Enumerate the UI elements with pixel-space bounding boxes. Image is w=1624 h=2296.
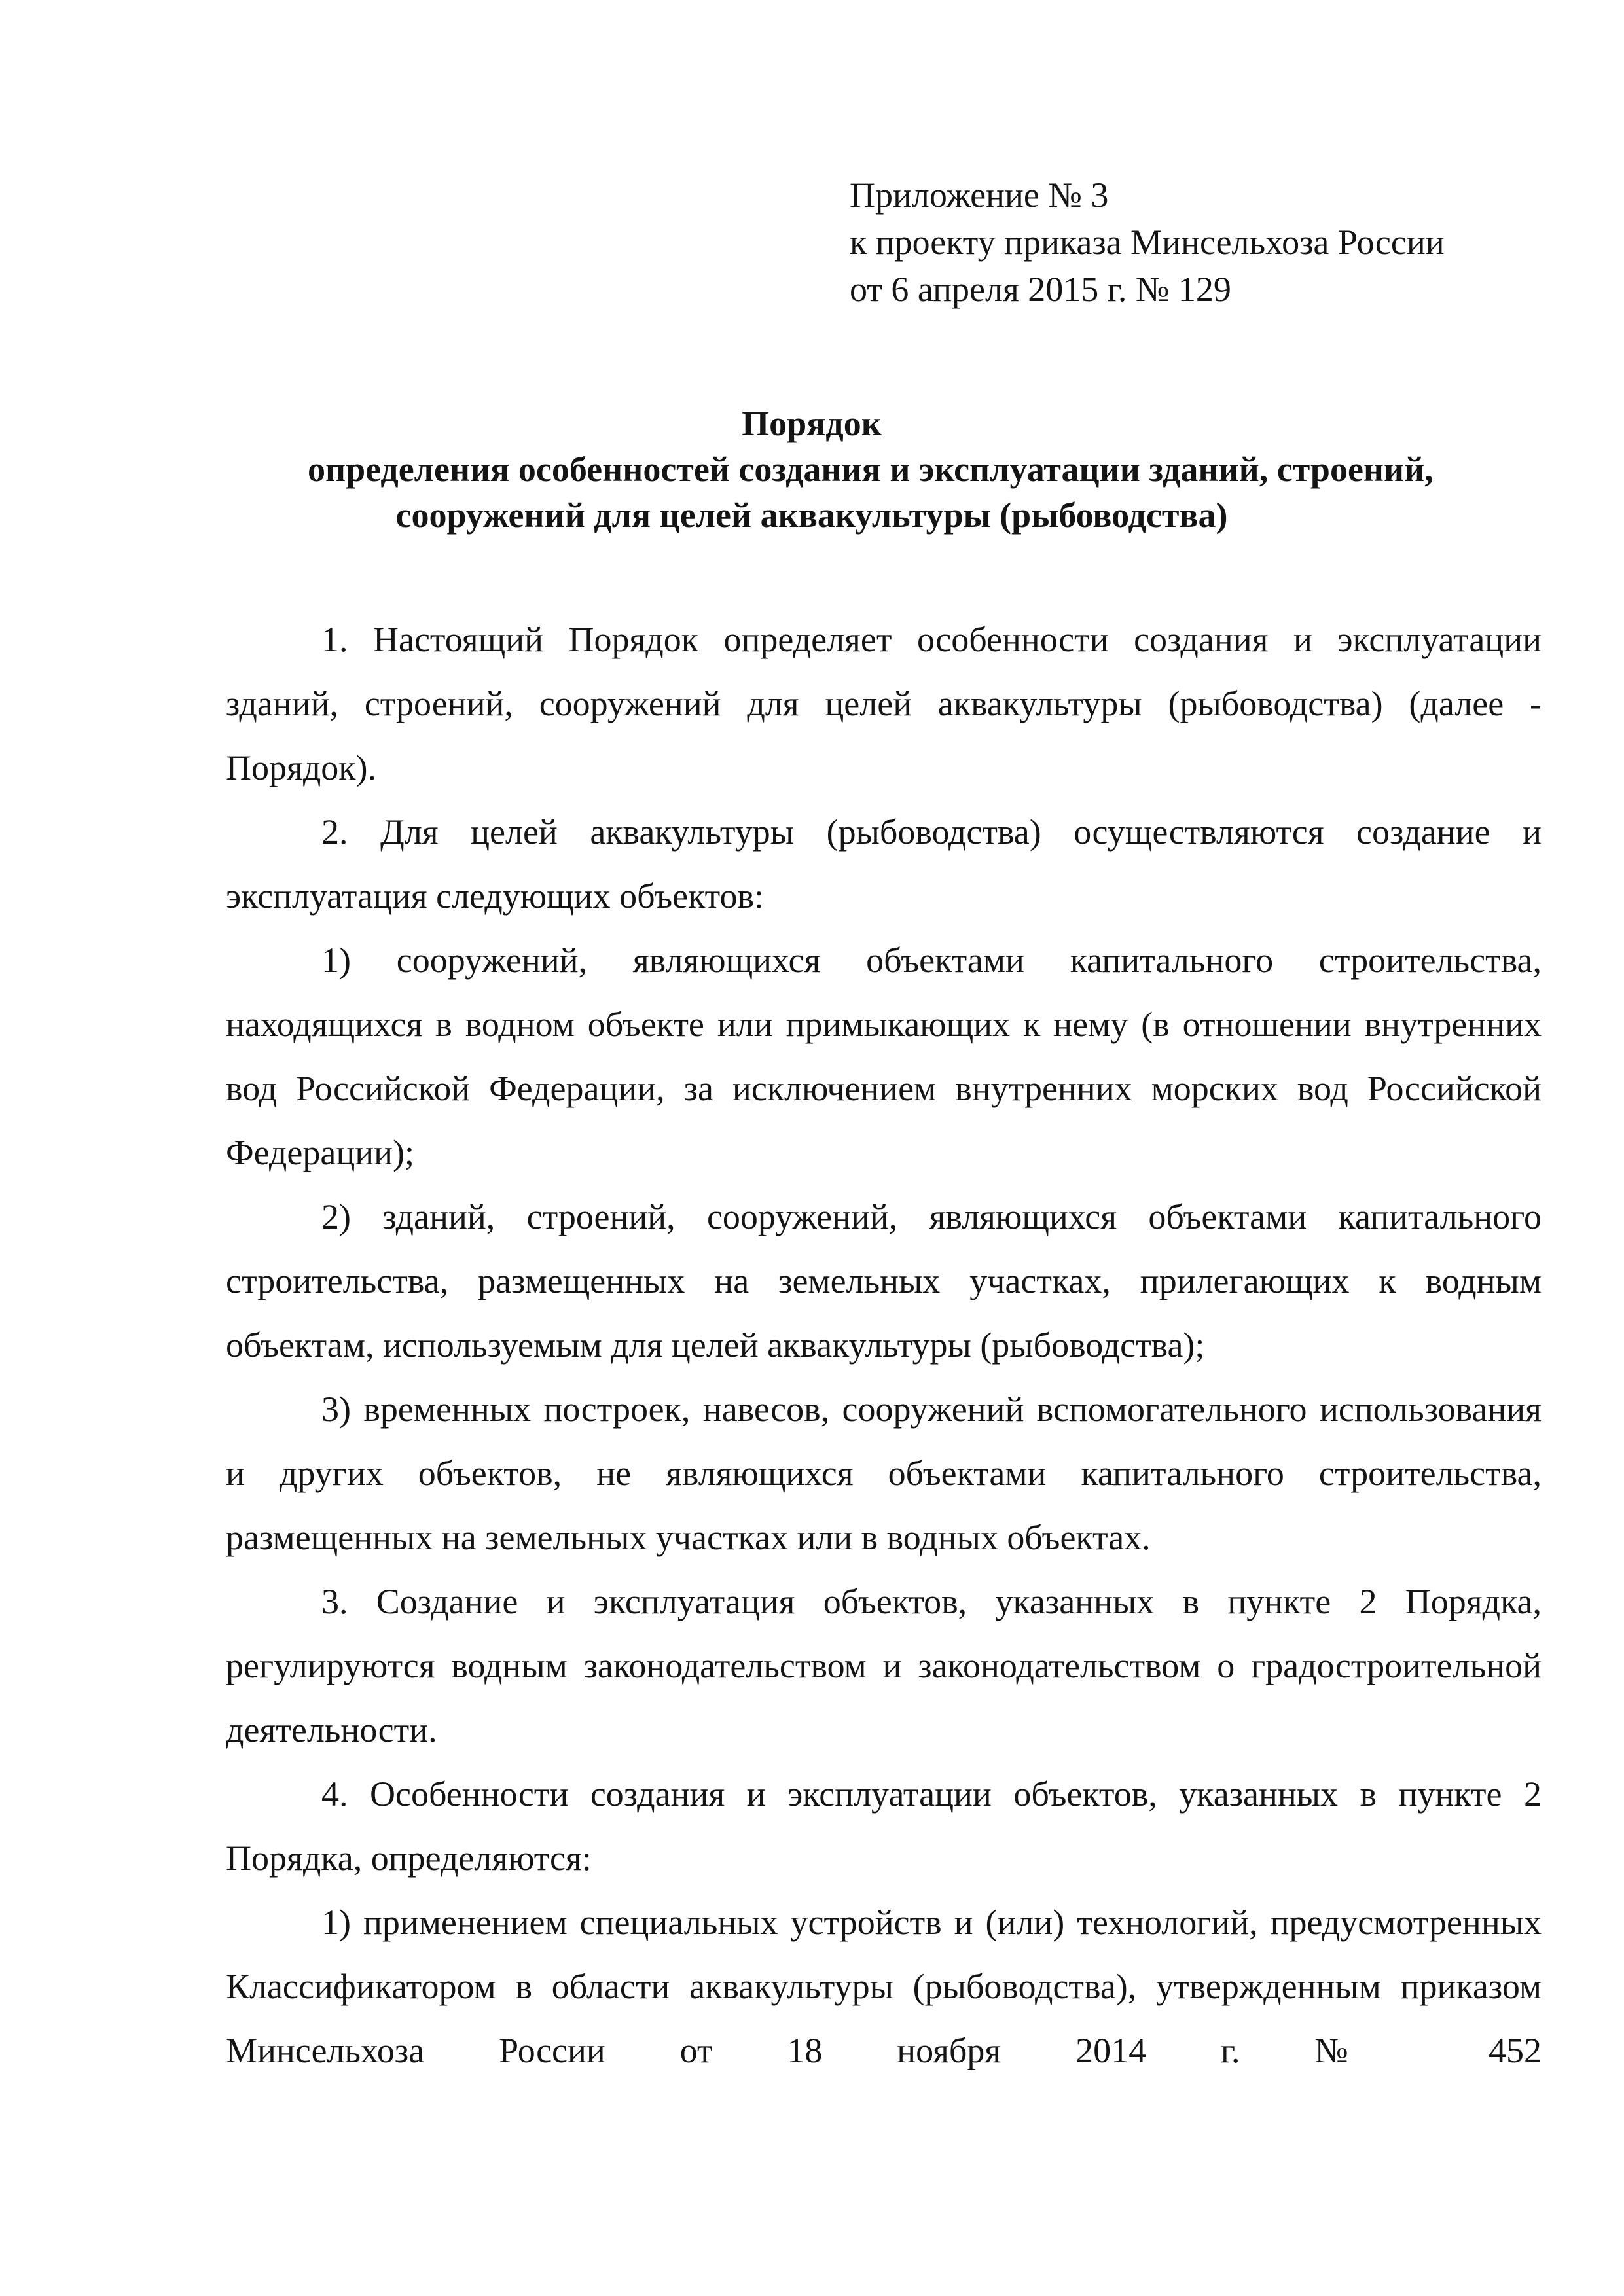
title-subtitle-line2: сооружений для целей аквакультуры (рыбоводства): [395, 495, 1228, 535]
paragraph-2: 2. Для целей аквакультуры (рыбоводства) осуществляются создание и эксплуатация следующих объектов:: [226, 812, 1542, 916]
paragraph-2-item-3: 3) временных построек, навесов, сооружений вспомогательного использования и других объектов, не являющихся объектами капитального строительства, размещенных на земельных участках или в водных объектах.: [226, 1390, 1542, 1557]
paragraph-1: 1. Настоящий Порядок определяет особенности создания и эксплуатации зданий, строений, сооружений для целей аквакультуры (рыбоводства) (далее - Порядок).: [226, 620, 1542, 787]
paragraph-3: 3. Создание и эксплуатация объектов, указанных в пункте 2 Порядка, регулируются водным законодательством и законодательством о градостроительной деятельности.: [226, 1582, 1542, 1749]
paragraph-2-item-1: 1) сооружений, являющихся объектами капитального строительства, находящихся в водном объекте или примыкающих к нему (в отношении внутренних вод Российской Федерации, за исключением внутренних морских вод Российской Федерации);: [226, 941, 1542, 1172]
paragraph-2-item-2: 2) зданий, строений, сооружений, являющихся объектами капитального строительства, размещенных на земельных участках, прилегающих к водным объектам, используемым для целей аквакультуры (рыбоводства);: [226, 1197, 1542, 1365]
document-title: [216, 401, 1434, 538]
paragraph-4-item-1: 1) применением специальных устройств и (или) технологий, предусмотренных Классификатором в области аквакультуры (рыбоводства), утвержденным приказом Минсельхоза России от 18 ноября 2014 г. № 452: [226, 1903, 1542, 2070]
attachment-header: [850, 171, 1543, 313]
attachment-date: от 6 апреля 2015 г. № 129: [850, 270, 1231, 309]
attachment-reference: к проекту приказа Минсельхоза России: [850, 223, 1445, 262]
attachment-number: Приложение № 3: [850, 175, 1109, 215]
title-heading: Порядок: [742, 404, 882, 443]
title-subtitle-line1: определения особенностей создания и эксплуатации зданий, строений,: [308, 450, 1434, 489]
paragraph-4: 4. Особенности создания и эксплуатации объектов, указанных в пункте 2 Порядка, определяются:: [226, 1774, 1542, 1878]
document-body: [226, 607, 1542, 2083]
